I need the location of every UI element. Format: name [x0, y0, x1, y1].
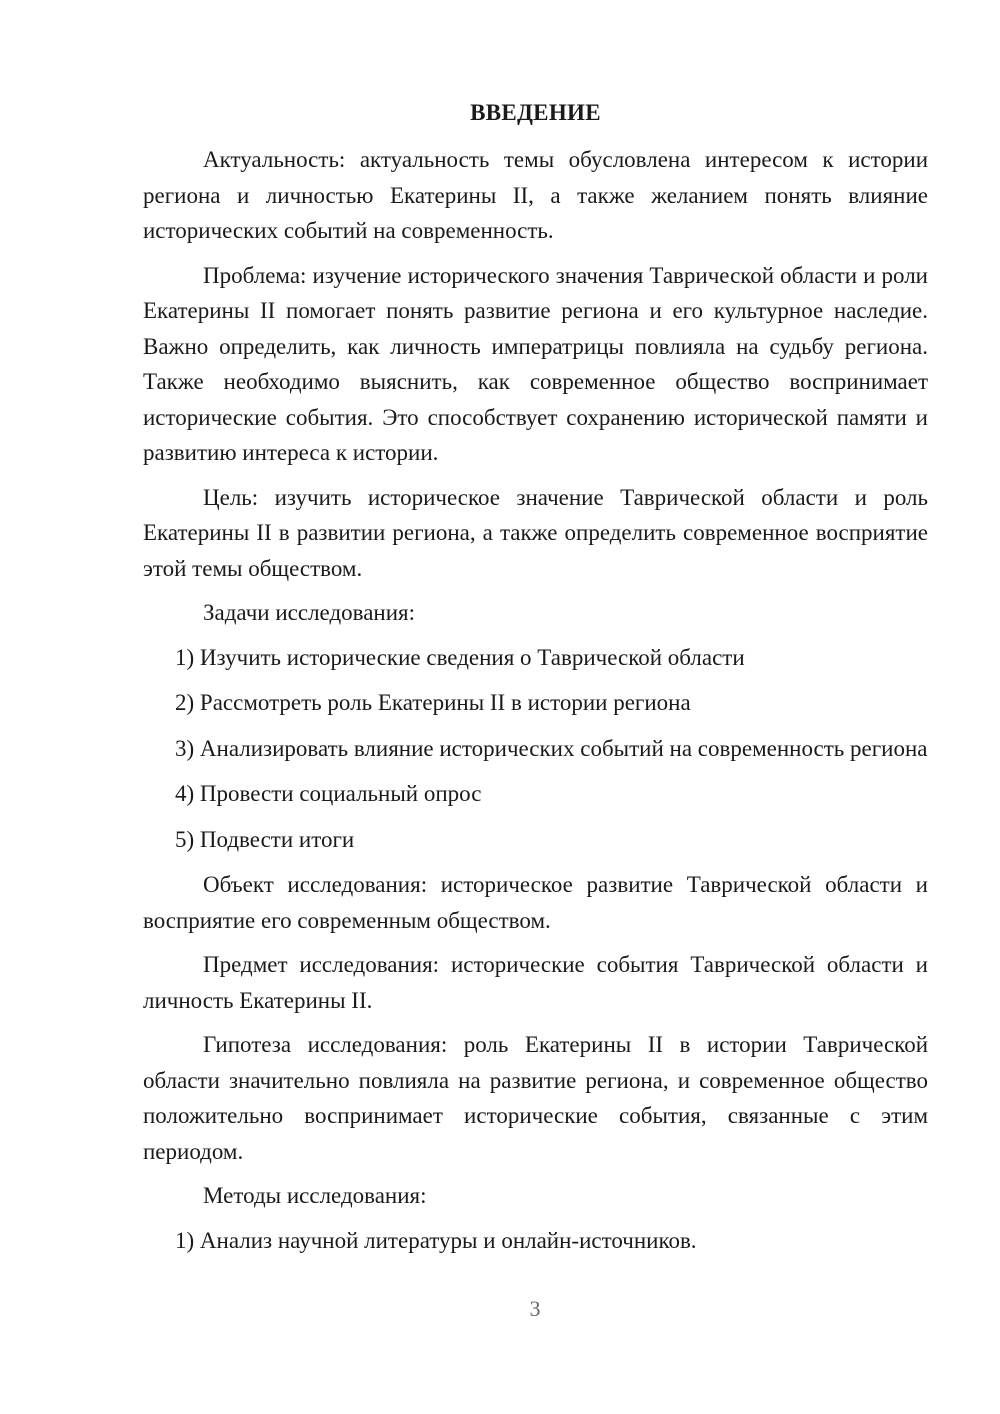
task-item-1: 1) Изучить исторические сведения о Таврической области: [175, 644, 745, 670]
goal-paragraph: Цель: изучить историческое значение Таврической области и роль Екатерины II в развитии региона, а также определить современное восприятие этой темы обществом.: [143, 484, 928, 581]
methods-heading: Методы исследования:: [203, 1183, 427, 1208]
relevance-paragraph: Актуальность: актуальность темы обусловлена интересом к истории региона и личностью Екатерины II, а также желанием понять влияние исторических событий на современность.: [143, 147, 928, 243]
section-title: ВВЕДЕНИЕ: [470, 100, 601, 125]
problem-paragraph: Проблема: изучение исторического значения Таврической области и роли Екатерины II помогает понять развитие региона и его культурное наследие. Важно определить, как личность императрицы повлияла на судьбу региона. Также необходимо выяснить, как современное общество воспринимает исторические события. Это способствует сохранению исторической памяти и развитию интереса к истории.: [143, 262, 928, 465]
object-paragraph: Объект исследования: историческое развитие Таврической области и восприятие его современным обществом.: [143, 872, 928, 933]
subject-paragraph: Предмет исследования: исторические события Таврической области и личность Екатерины II.: [143, 952, 928, 1013]
task-item-3: 3) Анализировать влияние исторических событий на современность региона: [175, 735, 928, 761]
page-body: [143, 95, 928, 1268]
task-item-4: 4) Провести социальный опрос: [175, 781, 482, 806]
tasks-heading: Задачи исследования:: [203, 600, 416, 625]
hypothesis-paragraph: Гипотеза исследования: роль Екатерины II в истории Таврической области значительно повлияла на развитие региона, и современное общество положительно воспринимает исторические события, связанные с этим периодом.: [143, 1032, 928, 1164]
page-number: 3: [529, 1296, 541, 1321]
task-item-5: 5) Подвести итоги: [175, 826, 355, 852]
method-item-1: 1) Анализ научной литературы и онлайн-источников.: [175, 1227, 697, 1253]
task-item-2: 2) Рассмотреть роль Екатерины II в истории региона: [175, 690, 691, 715]
